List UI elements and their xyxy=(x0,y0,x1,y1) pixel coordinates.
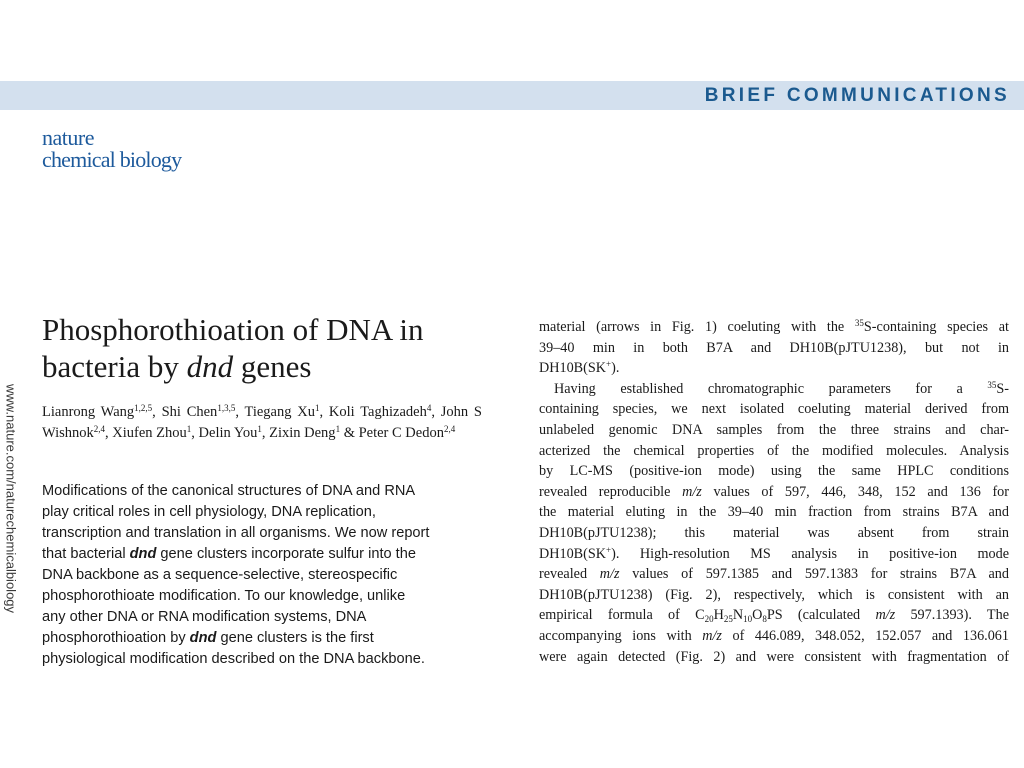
abstract-line: any other DNA or RNA modification systems, DNA xyxy=(42,609,367,625)
body-line: by LC-MS (positive-ion mode) using the same HPLC conditions xyxy=(539,463,1009,480)
author-separator: , xyxy=(235,404,245,420)
journal-logo-line1: nature xyxy=(42,125,94,150)
body-line: Having established chromatographic parameters for a $^{35}$S- xyxy=(554,379,1009,397)
author-affiliation: 2,4 xyxy=(443,424,456,434)
body-line: material (arrows in Fig. 1) coeluting with the $^{35}$S-containing species at xyxy=(539,318,1009,335)
body-line: accompanying ions with m/z of 446.089, 348.052, 152.057 and 136.061 xyxy=(539,627,1009,644)
body-column xyxy=(539,317,1009,667)
author-name: Tiegang Xu xyxy=(244,404,315,420)
abstract-line: DNA backbone as a sequence-selective, stereospecific xyxy=(42,567,398,583)
author-affiliation: 1,3,5 xyxy=(217,403,236,413)
body-line: unlabeled genomic DNA samples from the three strains and char- xyxy=(539,421,1009,438)
title-line2-post: genes xyxy=(233,349,312,384)
author-separator: , xyxy=(152,404,162,420)
section-header-band xyxy=(0,81,1024,110)
author-name: John S Wishnok xyxy=(42,404,482,441)
journal-logo-line2: chemical biology xyxy=(42,147,182,172)
author-affiliation: 1 xyxy=(314,403,320,413)
author-name: Koli Taghizadeh xyxy=(328,404,427,420)
body-line: DH10B(SK+). High-resolution MS analysis in positive-ion mode xyxy=(539,544,1009,562)
author-affiliation: 4 xyxy=(426,403,432,413)
body-line: revealed m/z values of 597.1385 and 597.1383 for strains B7A and xyxy=(539,566,1009,583)
author-name: Peter C Dedon xyxy=(358,425,444,441)
body-line: were again detected (Fig. 2) and were consistent with fragmentation of xyxy=(539,648,1009,665)
abstract-line: Modifications of the canonical structures of DNA and RNA xyxy=(42,483,416,499)
author-affiliation: 2,4 xyxy=(93,424,106,434)
body-line: acterized the chemical properties of the modified molecules. Analysis xyxy=(539,442,1009,459)
body-line: the material eluting in the 39–40 min fraction from strains B7A and xyxy=(539,504,1009,521)
title-line2-pre: bacteria by xyxy=(42,349,187,384)
author-name: Zixin Deng xyxy=(269,425,336,441)
author-affiliation: 1,2,5 xyxy=(134,403,153,413)
side-url: www.nature.com/naturechemicalbiology xyxy=(3,383,19,614)
abstract-line: phosphorothioate modification. To our knowledge, unlike xyxy=(42,588,406,604)
abstract-line: transcription and translation in all organisms. We now report xyxy=(42,525,430,541)
author-name: Delin You xyxy=(198,425,258,441)
abstract-line: phosphorothioation by dnd gene clusters is the first xyxy=(42,630,374,646)
body-line: DH10B(SK+). xyxy=(539,359,620,377)
author-affiliation: 1 xyxy=(186,424,192,434)
body-line: revealed reproducible m/z values of 597, 446, 348, 152 and 136 for xyxy=(539,483,1009,500)
author-separator: , xyxy=(105,425,113,441)
abstract-line: physiological modification described on the DNA backbone. xyxy=(42,651,425,667)
body-line: empirical formula of $C_{20}H_{25}N_{10}O_8PS$ (calculated m/z 597.1393). The xyxy=(539,607,1009,625)
abstract-line: that bacterial dnd gene clusters incorporate sulfur into the xyxy=(42,546,416,562)
title-line1: Phosphorothioation of DNA in xyxy=(42,312,424,347)
body-line: DH10B(pJTU1238) (Fig. 2), respectively, which is consistent with an xyxy=(539,586,1009,603)
author-list xyxy=(42,402,482,444)
author-name: Shi Chen xyxy=(161,404,218,420)
body-line: 39–40 min in both B7A and DH10B(pJTU1238), but not in xyxy=(539,339,1009,356)
author-separator: , xyxy=(191,425,199,441)
abstract xyxy=(42,481,492,670)
author-affiliation: 1 xyxy=(335,424,341,434)
author-separator: , xyxy=(319,404,329,420)
author-separator: , xyxy=(431,404,441,420)
author-separator: & xyxy=(340,425,359,441)
journal-logo xyxy=(42,127,181,171)
author-name: Xiufen Zhou xyxy=(112,425,187,441)
body-line: containing species, we next isolated coeluting material derived from xyxy=(539,401,1009,418)
author-separator: , xyxy=(261,425,270,441)
author-name: Lianrong Wang xyxy=(42,404,135,420)
author-affiliation: 1 xyxy=(257,424,262,434)
title-line2-italic: dnd xyxy=(186,349,234,384)
body-line: DH10B(pJTU1238); this material was absent from strain xyxy=(539,524,1009,541)
article-title xyxy=(42,311,512,385)
abstract-line: play critical roles in cell physiology, DNA replication, xyxy=(42,504,376,520)
section-label: BRIEF COMMUNICATIONS xyxy=(704,85,1010,106)
